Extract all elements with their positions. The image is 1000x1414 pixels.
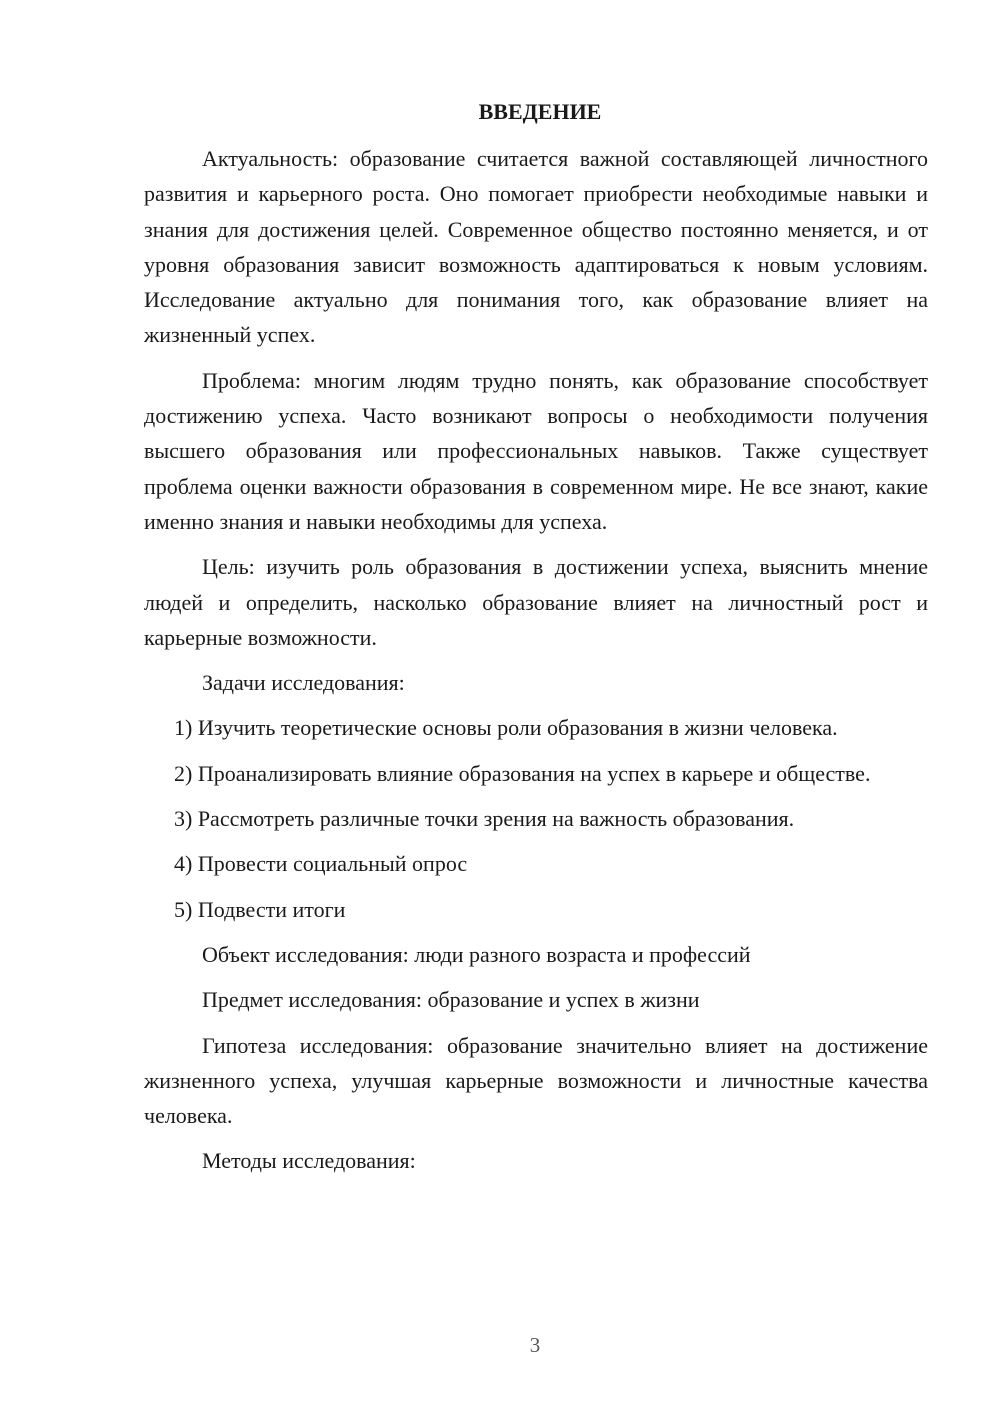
relevance-paragraph: Актуальность: образование считается важной составляющей личностного развития и карьерного роста. Оно помогает приобрести необходимые навыки и знания для достижения целей. Современное общество постоянно меняется, и от уровня образования зависит возможность адаптироваться к новым условиям. Исследование актуально для понимания того, как образование влияет на жизненный успех.: [144, 146, 928, 348]
methods-paragraph: Методы исследования:: [202, 1148, 416, 1174]
section-heading: ВВЕДЕНИЕ: [478, 99, 602, 124]
task-item: 1) Изучить теоретические основы роли образования в жизни человека.: [174, 715, 838, 741]
task-item: 5) Подвести итоги: [174, 896, 346, 922]
task-item: 4) Провести социальный опрос: [174, 851, 468, 877]
research-subject-paragraph: Предмет исследования: образование и успех в жизни: [202, 987, 700, 1013]
hypothesis-paragraph: Гипотеза исследования: образование значительно влияет на достижение жизненного успеха, улучшая карьерные возможности и личностные качества человека.: [144, 1032, 928, 1129]
tasks-intro: Задачи исследования:: [202, 670, 405, 696]
task-item: 2) Проанализировать влияние образования на успех в карьере и обществе.: [174, 760, 871, 786]
page-body: [144, 94, 928, 1189]
task-item: 3) Рассмотреть различные точки зрения на важность образования.: [174, 806, 795, 832]
research-object-paragraph: Объект исследования: люди разного возраста и профессий: [202, 941, 751, 967]
problem-paragraph: Проблема: многим людям трудно понять, как образование способствует достижению успеха. Часто возникают вопросы о необходимости получения высшего образования или профессиональных навыков. Также существует проблема оценки важности образования в современном мире. Не все знают, какие именно знания и навыки необходимы для успеха.: [144, 367, 928, 534]
page-number: 3: [529, 1333, 541, 1357]
goal-paragraph: Цель: изучить роль образования в достижении успеха, выяснить мнение людей и определить, насколько образование влияет на личностный рост и карьерные возможности.: [144, 554, 928, 650]
